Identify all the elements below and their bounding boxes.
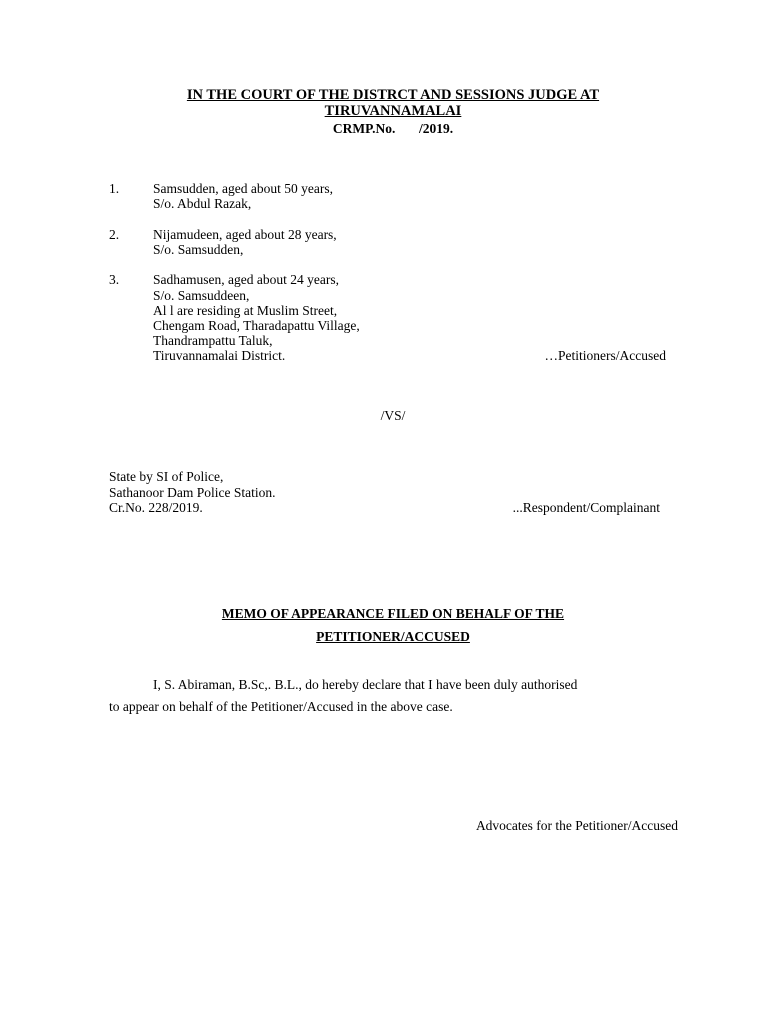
respondent-line-1: State by SI of Police, [109, 469, 224, 484]
petitioner-1-name: Samsudden, aged about 50 years, [153, 181, 333, 196]
respondent-line-2: Sathanoor Dam Police Station. [109, 485, 276, 500]
memo-heading-line2: PETITIONER/ACCUSED [316, 629, 470, 644]
court-title-line2: TIRUVANNAMALAI [324, 103, 462, 119]
respondent-line-3: Cr.No. 228/2019. [109, 500, 203, 515]
petitioner-2-name: Nijamudeen, aged about 28 years, [153, 227, 337, 242]
petitioner-2-parent: S/o. Samsudden, [153, 242, 244, 257]
declaration-line-1: I, S. Abiraman, B.Sc,. B.L., do hereby declare that I have been duly authorised [153, 677, 578, 692]
crmp-number: CRMP.No. /2019. [332, 121, 454, 136]
court-title-line1: IN THE COURT OF THE DISTRCT AND SESSIONS JUDGE AT [186, 87, 600, 103]
petitioner-3-number: 3. [109, 272, 120, 287]
respondent-role: ...Respondent/Complainant [512, 500, 660, 515]
declaration-line-2: to appear on behalf of the Petitioner/Accused in the above case. [109, 699, 453, 714]
petitioner-3-parent: S/o. Samsuddeen, [153, 288, 250, 303]
address-line-3: Thandrampattu Taluk, [153, 333, 273, 348]
petitioner-3-name: Sadhamusen, aged about 24 years, [153, 272, 339, 287]
address-line-1: Al l are residing at Muslim Street, [153, 303, 338, 318]
advocate-signature-line: Advocates for the Petitioner/Accused [475, 818, 678, 833]
petitioner-1-number: 1. [109, 181, 120, 196]
petitioner-1-parent: S/o. Abdul Razak, [153, 196, 252, 211]
petitioner-2-number: 2. [109, 227, 120, 242]
memo-heading-line1: MEMO OF APPEARANCE FILED ON BEHALF OF THE [221, 606, 565, 621]
address-line-4: Tiruvannamalai District. [153, 348, 286, 363]
address-line-2: Chengam Road, Tharadapattu Village, [153, 318, 360, 333]
versus-label: /VS/ [380, 408, 406, 423]
petitioner-role: …Petitioners/Accused [544, 348, 666, 363]
